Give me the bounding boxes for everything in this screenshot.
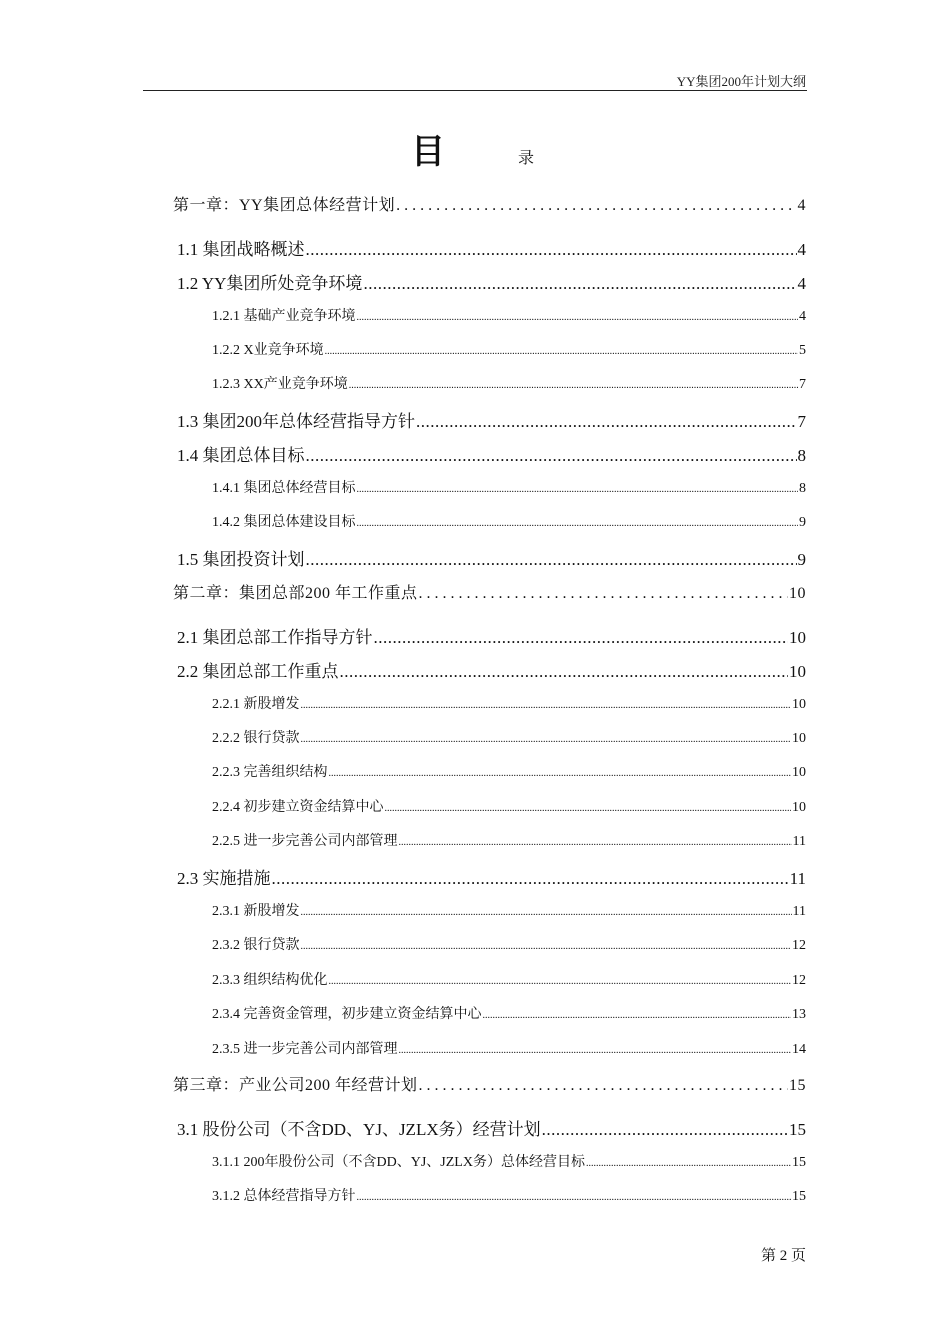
toc-entry-subsection[interactable] bbox=[212, 761, 806, 781]
toc-entry-label: 第一章：YY集团总体经营计划 bbox=[173, 197, 396, 214]
toc-entry-label: 3.1 股份公司（不含DD、YJ、JZLX务）经营计划 bbox=[177, 1120, 541, 1139]
toc-entry-subsection[interactable] bbox=[212, 796, 806, 816]
toc-entry-page: 10 bbox=[792, 765, 806, 780]
toc-title-main: 目 bbox=[411, 134, 445, 171]
toc-leader bbox=[416, 412, 797, 432]
toc-entry-label: 2.2.5 进一步完善公司内部管理 bbox=[212, 834, 398, 849]
toc-leader bbox=[329, 768, 792, 779]
toc-entry-subsection[interactable] bbox=[212, 1185, 806, 1205]
toc-entry-page: 4 bbox=[797, 240, 806, 259]
toc-leader bbox=[306, 240, 797, 260]
toc-entry-page: 10 bbox=[792, 697, 806, 712]
toc-entry-section[interactable] bbox=[177, 441, 806, 466]
toc-entry-page: 5 bbox=[799, 343, 806, 358]
toc-leader bbox=[349, 380, 798, 391]
toc-entry-label: 2.2.4 初步建立资金结算中心 bbox=[212, 800, 384, 815]
toc-entry-page: 4 bbox=[797, 197, 806, 214]
toc-entry-page: 11 bbox=[792, 904, 806, 919]
toc-entry-page: 10 bbox=[789, 585, 806, 602]
toc-leader bbox=[357, 1192, 792, 1203]
toc-entry-subsection[interactable] bbox=[212, 900, 806, 920]
toc-entry-section[interactable] bbox=[177, 623, 806, 648]
toc-entry-section[interactable] bbox=[177, 407, 806, 432]
toc-entry-label: 1.5 集团投资计划 bbox=[177, 550, 305, 569]
toc-entry-subsection[interactable] bbox=[212, 693, 806, 713]
toc-entry-label: 2.2 集团总部工作重点 bbox=[177, 662, 339, 681]
toc-entry-page: 11 bbox=[792, 834, 806, 849]
toc-entry-label: 1.4 集团总体目标 bbox=[177, 446, 305, 465]
toc-leader bbox=[586, 1158, 791, 1169]
toc-leader bbox=[357, 484, 799, 495]
toc-entry-page: 10 bbox=[789, 662, 806, 681]
toc-entry-section[interactable] bbox=[177, 657, 806, 682]
toc-leader bbox=[419, 585, 788, 603]
toc-entry-subsection[interactable] bbox=[212, 830, 806, 850]
toc-entry-chapter[interactable] bbox=[173, 1072, 806, 1095]
toc-leader bbox=[374, 628, 789, 648]
toc-entry-page: 8 bbox=[799, 481, 806, 496]
toc-entry-section[interactable] bbox=[177, 1115, 806, 1140]
toc-entry-subsection[interactable] bbox=[212, 511, 806, 531]
toc-entry-page: 4 bbox=[799, 309, 806, 324]
toc-entry-label: 1.2.3 XX产业竞争环境 bbox=[212, 377, 348, 392]
toc-leader bbox=[325, 346, 798, 357]
toc-entry-page: 12 bbox=[792, 938, 806, 953]
toc-leader bbox=[399, 837, 792, 848]
toc-entry-page: 7 bbox=[799, 377, 806, 392]
toc-entry-page: 15 bbox=[792, 1189, 806, 1204]
toc-entry-section[interactable] bbox=[177, 235, 806, 260]
toc-entry-label: 1.1 集团战略概述 bbox=[177, 240, 305, 259]
toc-entry-page: 10 bbox=[792, 731, 806, 746]
toc-entry-page: 15 bbox=[789, 1120, 806, 1139]
toc-leader bbox=[542, 1120, 788, 1140]
toc-entry-subsection[interactable] bbox=[212, 1003, 806, 1023]
toc-entry-page: 10 bbox=[792, 800, 806, 815]
toc-entry-label: 2.3.2 银行贷款 bbox=[212, 938, 300, 953]
toc-entry-page: 15 bbox=[792, 1155, 806, 1170]
toc-leader bbox=[340, 662, 789, 682]
toc-entry-chapter[interactable] bbox=[173, 192, 806, 215]
toc-entry-label: 1.4.2 集团总体建设目标 bbox=[212, 515, 356, 530]
toc-leader bbox=[329, 976, 792, 987]
toc-entry-label: 2.2.1 新股增发 bbox=[212, 697, 300, 712]
toc-entry-subsection[interactable] bbox=[212, 339, 806, 359]
toc-leader bbox=[306, 446, 797, 466]
toc-entry-subsection[interactable] bbox=[212, 934, 806, 954]
toc-entry-page: 9 bbox=[799, 515, 806, 530]
toc-entry-page: 14 bbox=[792, 1042, 806, 1057]
toc-entry-label: 1.3 集团200年总体经营指导方针 bbox=[177, 412, 415, 431]
toc-leader bbox=[306, 550, 797, 570]
toc-entry-page: 8 bbox=[797, 446, 806, 465]
toc-leader bbox=[301, 907, 792, 918]
toc-entry-subsection[interactable] bbox=[212, 969, 806, 989]
toc-entry-label: 2.3 实施措施 bbox=[177, 869, 271, 888]
toc-entry-subsection[interactable] bbox=[212, 477, 806, 497]
toc-entry-label: 第二章：集团总部200 年工作重点 bbox=[173, 585, 418, 602]
toc-leader bbox=[301, 734, 792, 745]
toc-entry-label: 2.3.1 新股增发 bbox=[212, 904, 300, 919]
toc-leader bbox=[363, 274, 796, 294]
toc-entry-label: 1.2.2 X业竞争环境 bbox=[212, 343, 324, 358]
toc-entry-label: 1.2 YY集团所处竞争环境 bbox=[177, 274, 363, 293]
toc-entry-page: 7 bbox=[797, 412, 806, 431]
toc-entry-page: 13 bbox=[792, 1007, 806, 1022]
toc-leader bbox=[419, 1077, 788, 1095]
toc-leader bbox=[396, 197, 796, 215]
toc-entry-page: 12 bbox=[792, 973, 806, 988]
toc-entry-page: 10 bbox=[789, 628, 806, 647]
toc-entry-subsection[interactable] bbox=[212, 1151, 806, 1171]
toc-entry-label: 2.2.2 银行贷款 bbox=[212, 731, 300, 746]
toc-title-sub: 录 bbox=[518, 150, 535, 167]
toc-entry-page: 15 bbox=[789, 1077, 806, 1094]
toc-leader bbox=[483, 1010, 792, 1021]
toc-leader bbox=[301, 700, 792, 711]
page-header-title: YY集团200年计划大纲 bbox=[676, 74, 806, 89]
toc-leader bbox=[399, 1045, 792, 1056]
toc-entry-chapter[interactable] bbox=[173, 580, 806, 603]
toc-entry-label: 2.1 集团总部工作指导方针 bbox=[177, 628, 373, 647]
toc-entry-subsection[interactable] bbox=[212, 305, 806, 325]
page-number-footer: 第 2 页 bbox=[760, 1248, 806, 1264]
toc-leader bbox=[301, 941, 792, 952]
toc-entry-label: 第三章：产业公司200 年经营计划 bbox=[173, 1077, 418, 1094]
toc-leader bbox=[357, 312, 799, 323]
toc-entry-label: 1.2.1 基础产业竞争环境 bbox=[212, 309, 356, 324]
toc-entry-page: 9 bbox=[797, 550, 806, 569]
toc-entry-page: 11 bbox=[789, 869, 806, 888]
toc-entry-label: 3.1.1 200年股份公司（不含DD、YJ、JZLX务）总体经营目标 bbox=[212, 1155, 585, 1170]
toc-entry-label: 1.4.1 集团总体经营目标 bbox=[212, 481, 356, 496]
toc-entry-section[interactable] bbox=[177, 864, 806, 889]
toc-leader bbox=[272, 869, 789, 889]
toc-entry-label: 2.3.4 完善资金管理，初步建立资金结算中心 bbox=[212, 1007, 482, 1022]
toc-entry-section[interactable] bbox=[177, 545, 806, 570]
toc-entry-subsection[interactable] bbox=[212, 373, 806, 393]
toc-entry-label: 2.3.5 进一步完善公司内部管理 bbox=[212, 1042, 398, 1057]
toc-entry-subsection[interactable] bbox=[212, 727, 806, 747]
toc-entry-section[interactable] bbox=[177, 269, 806, 294]
toc-entry-subsection[interactable] bbox=[212, 1038, 806, 1058]
toc-leader bbox=[357, 518, 799, 529]
toc-entry-page: 4 bbox=[797, 274, 806, 293]
toc-entry-label: 3.1.2 总体经营指导方针 bbox=[212, 1189, 356, 1204]
toc-entry-label: 2.3.3 组织结构优化 bbox=[212, 973, 328, 988]
toc-leader bbox=[385, 803, 792, 814]
toc-entry-label: 2.2.3 完善组织结构 bbox=[212, 765, 328, 780]
